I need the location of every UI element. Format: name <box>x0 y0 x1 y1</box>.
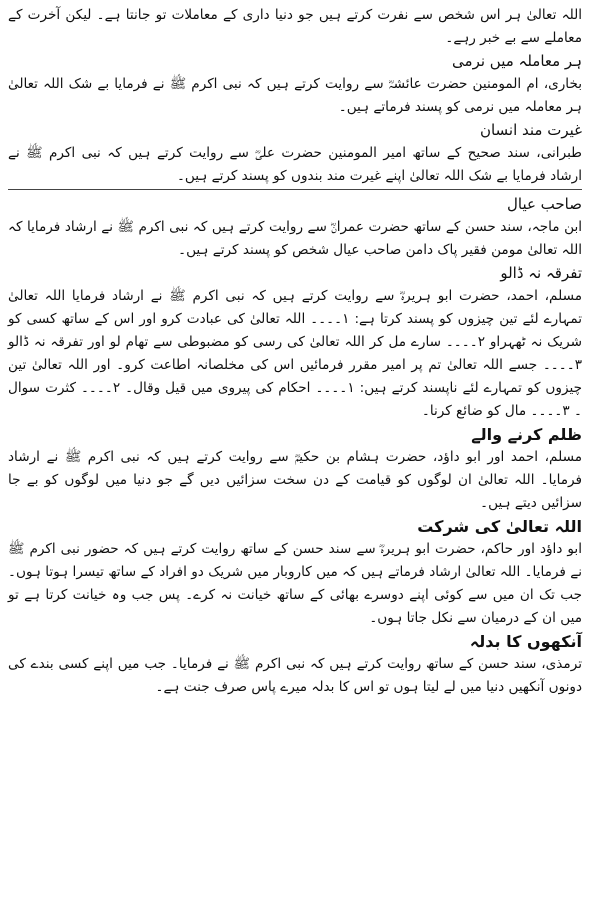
heading-gods-partnership: اللہ تعالیٰ کی شرکت <box>417 517 582 536</box>
heading-eyes-reward: آنکھوں کا بدلہ <box>469 632 582 651</box>
divider-line <box>8 189 582 190</box>
heading-oppressors: ظلم کرنے والے <box>471 425 582 444</box>
paragraph-no-division: مسلم، احمد، حضرت ابو ہریرہؓ سے روایت کرتے ہیں کہ نبی اکرم ﷺ نے ارشاد فرمایا اللہ تعالیٰ تمہارے لئے تین چیزوں کو پسند کرتا ہے: ۱۔۔۔۔ اللہ تعالیٰ کی عبادت کرو اور اس کے ساتھ کسی کو شریک نہ ٹھہراو ۲۔۔۔۔ سارے مل کر اللہ تعالیٰ کی رسی کو مضبوطی سے تھام لو اور تفرقہ نہ ڈالو ۳۔۔۔۔ جسے اللہ تعالیٰ تم پر امیر مقرر فرمائیں اس کی مخلصانہ اطاعت کرو۔ اور اللہ تعالیٰ تین چیزوں کو تمہارے لئے ناپسند کرتے ہیں: ۱۔۔۔۔ احکام کی پیروی میں قیل وقال۔ ۲۔۔۔۔ کثرت سوال ۔ ۳۔۔۔۔ مال کو ضائع کرنا۔ <box>8 288 582 419</box>
paragraph-oppressors: مسلم، احمد اور ابو داؤد، حضرت ہشام بن حکیمؓ سے روایت کرتے ہیں کہ نبی اکرم ﷺ نے ارشاد فرمایا۔ اللہ تعالیٰ ان لوگوں کو قیامت کے دن سخت سزائیں دیں گے جو دنیا میں لوگوں کو بے جا سزائیں دیتے ہیں۔ <box>8 449 582 511</box>
paragraph-eyes-reward: ترمذی، سند حسن کے ساتھ روایت کرتے ہیں کہ نبی اکرم ﷺ نے فرمایا۔ جب میں اپنے کسی بندے کی دونوں آنکھیں دنیا میں لے لیتا ہوں تو اس کا بدلہ میرے پاس صرف جنت ہے۔ <box>8 656 582 695</box>
paragraph-softness: بخاری، ام المومنین حضرت عائشہؓ سے روایت کرتے ہیں کہ نبی اکرم ﷺ نے فرمایا بے شک اللہ تعالیٰ ہر معاملہ میں نرمی کو پسند فرماتے ہیں۔ <box>8 76 582 115</box>
paragraph-intro: اللہ تعالیٰ ہر اس شخص سے نفرت کرتے ہیں جو دنیا داری کے معاملات تو جانتا ہے۔ لیکن آخرت کے معاملے سے بے خبر رہے۔ <box>8 7 582 46</box>
heading-softness: ہر معاملہ میں نرمی <box>452 52 582 70</box>
heading-family-man: صاحب عیال <box>506 195 582 213</box>
paragraph-family-man: ابن ماجہ، سند حسن کے ساتھ حضرت عمرانؓ سے روایت کرتے ہیں کہ نبی اکرم ﷺ نے ارشاد فرمایا کہ اللہ تعالیٰ مومن فقیر پاک دامن صاحب عیال شخص کو پسند کرتے ہیں۔ <box>8 219 582 258</box>
heading-honorable-person: غیرت مند انسان <box>479 121 582 139</box>
paragraph-gods-partnership: ابو داؤد اور حاکم، حضرت ابو ہریرہؓ سے سند حسن کے ساتھ روایت کرتے ہیں کہ حضور نبی اکرم ﷺ نے فرمایا۔ اللہ تعالیٰ ارشاد فرماتے ہیں کہ میں کاروبار میں شریک دو افراد کے ساتھ تیسرا ہوتا ہوں۔ جب تک ان میں سے کوئی اپنے دوسرے بھائی کے ساتھ خیانت نہ کرے۔ پس جب وہ خیانت کرتا ہے تو میں ان کے درمیان سے نکل جاتا ہوں۔ <box>8 541 582 626</box>
paragraph-honorable-person: طبرانی، سند صحیح کے ساتھ امیر المومنین حضرت علیؓ سے روایت کرتے ہیں کہ نبی اکرم ﷺ نے ارشاد فرمایا بے شک اللہ تعالیٰ اپنے غیرت مند بندوں کو پسند کرتے ہیں۔ <box>8 145 582 184</box>
heading-no-division: تفرقہ نہ ڈالو <box>500 264 582 282</box>
